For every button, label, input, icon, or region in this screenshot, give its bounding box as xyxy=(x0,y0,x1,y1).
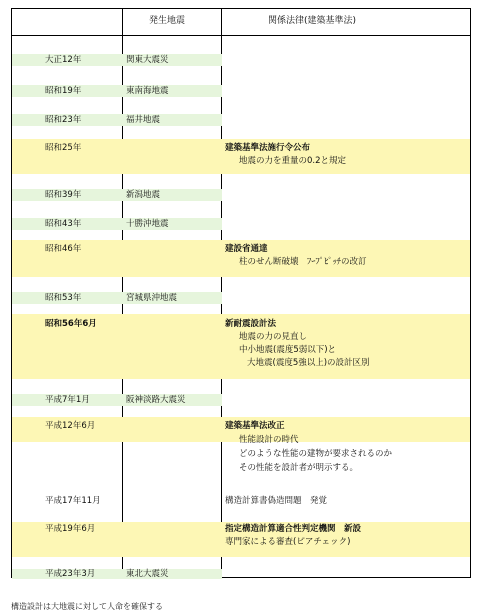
era-cell: 昭和23年 xyxy=(45,115,82,125)
row-band-showa53 xyxy=(12,292,222,304)
earthquake-cell: 阪神淡路大震災 xyxy=(126,395,186,405)
earthquake-cell: 東北大震災 xyxy=(126,569,169,579)
row-band-heisei23 xyxy=(12,569,222,579)
law-title: 指定構造計算適合性判定機関 新設 xyxy=(225,524,362,534)
era-cell: 平成23年3月 xyxy=(45,569,96,579)
law-title: 建築基準法改正 xyxy=(225,421,285,431)
table-right-border xyxy=(470,8,471,578)
header-earthquake: 発生地震 xyxy=(149,16,186,26)
footnote: 構造設計は大地震に対して人命を確保する xyxy=(11,602,163,611)
law-title: 新耐震設計法 xyxy=(225,319,277,329)
era-cell: 平成12年6月 xyxy=(45,421,96,431)
era-cell: 昭和25年 xyxy=(45,143,82,153)
earthquake-cell: 福井地震 xyxy=(126,115,161,125)
era-cell: 昭和46年 xyxy=(45,244,82,254)
law-detail: その性能を設計者が明示する。 xyxy=(239,463,359,473)
earthquake-cell: 新潟地震 xyxy=(126,190,161,200)
era-cell: 平成17年11月 xyxy=(45,496,101,506)
era-cell: 昭和19年 xyxy=(45,86,82,96)
era-cell: 平成19年6月 xyxy=(45,524,96,534)
law-title: 構造計算書偽造問題 発覚 xyxy=(225,496,328,506)
table-top-border xyxy=(11,8,471,9)
law-detail: 中小地震(震度5弱以下)と xyxy=(239,345,337,355)
row-band-showa39 xyxy=(12,189,222,201)
row-band-showa23 xyxy=(12,114,222,126)
law-title: 建設省通達 xyxy=(225,244,268,254)
earthquake-cell: 十勝沖地震 xyxy=(126,219,169,229)
law-detail: 柱のせん断破壊 ﾌｰﾌﾟﾋﾟｯﾁの改訂 xyxy=(239,257,367,267)
law-detail: 専門家による審査(ピアチェック) xyxy=(225,537,351,547)
law-detail: 性能設計の時代 xyxy=(239,435,299,445)
law-detail: 大地震(震度5強以上)の設計区別 xyxy=(247,358,370,368)
law-detail: どのような性能の建物が要求されるのか xyxy=(239,449,393,459)
law-detail: 地震の力を重量の0.2と規定 xyxy=(239,156,347,166)
era-cell: 大正12年 xyxy=(45,55,82,65)
earthquake-cell: 東南海地震 xyxy=(126,86,169,96)
row-band-showa43 xyxy=(12,218,222,230)
era-cell: 昭和56年6月 xyxy=(45,319,97,329)
earthquake-law-table xyxy=(11,8,471,578)
row-band-showa19 xyxy=(12,85,222,97)
era-cell: 平成7年1月 xyxy=(45,395,90,405)
era-cell: 昭和53年 xyxy=(45,293,82,303)
era-cell: 昭和43年 xyxy=(45,219,82,229)
era-cell: 昭和39年 xyxy=(45,190,82,200)
earthquake-cell: 関東大震災 xyxy=(126,55,169,65)
earthquake-cell: 宮城県沖地震 xyxy=(126,293,178,303)
header-law: 関係法律(建築基準法) xyxy=(268,16,357,26)
law-detail: 地震の力の見直し xyxy=(239,332,308,342)
law-title: 建築基準法施行令公布 xyxy=(225,143,311,153)
row-band-taisho12 xyxy=(12,54,222,66)
row-band-heisei7 xyxy=(12,394,222,406)
header-bottom-border xyxy=(11,35,471,36)
